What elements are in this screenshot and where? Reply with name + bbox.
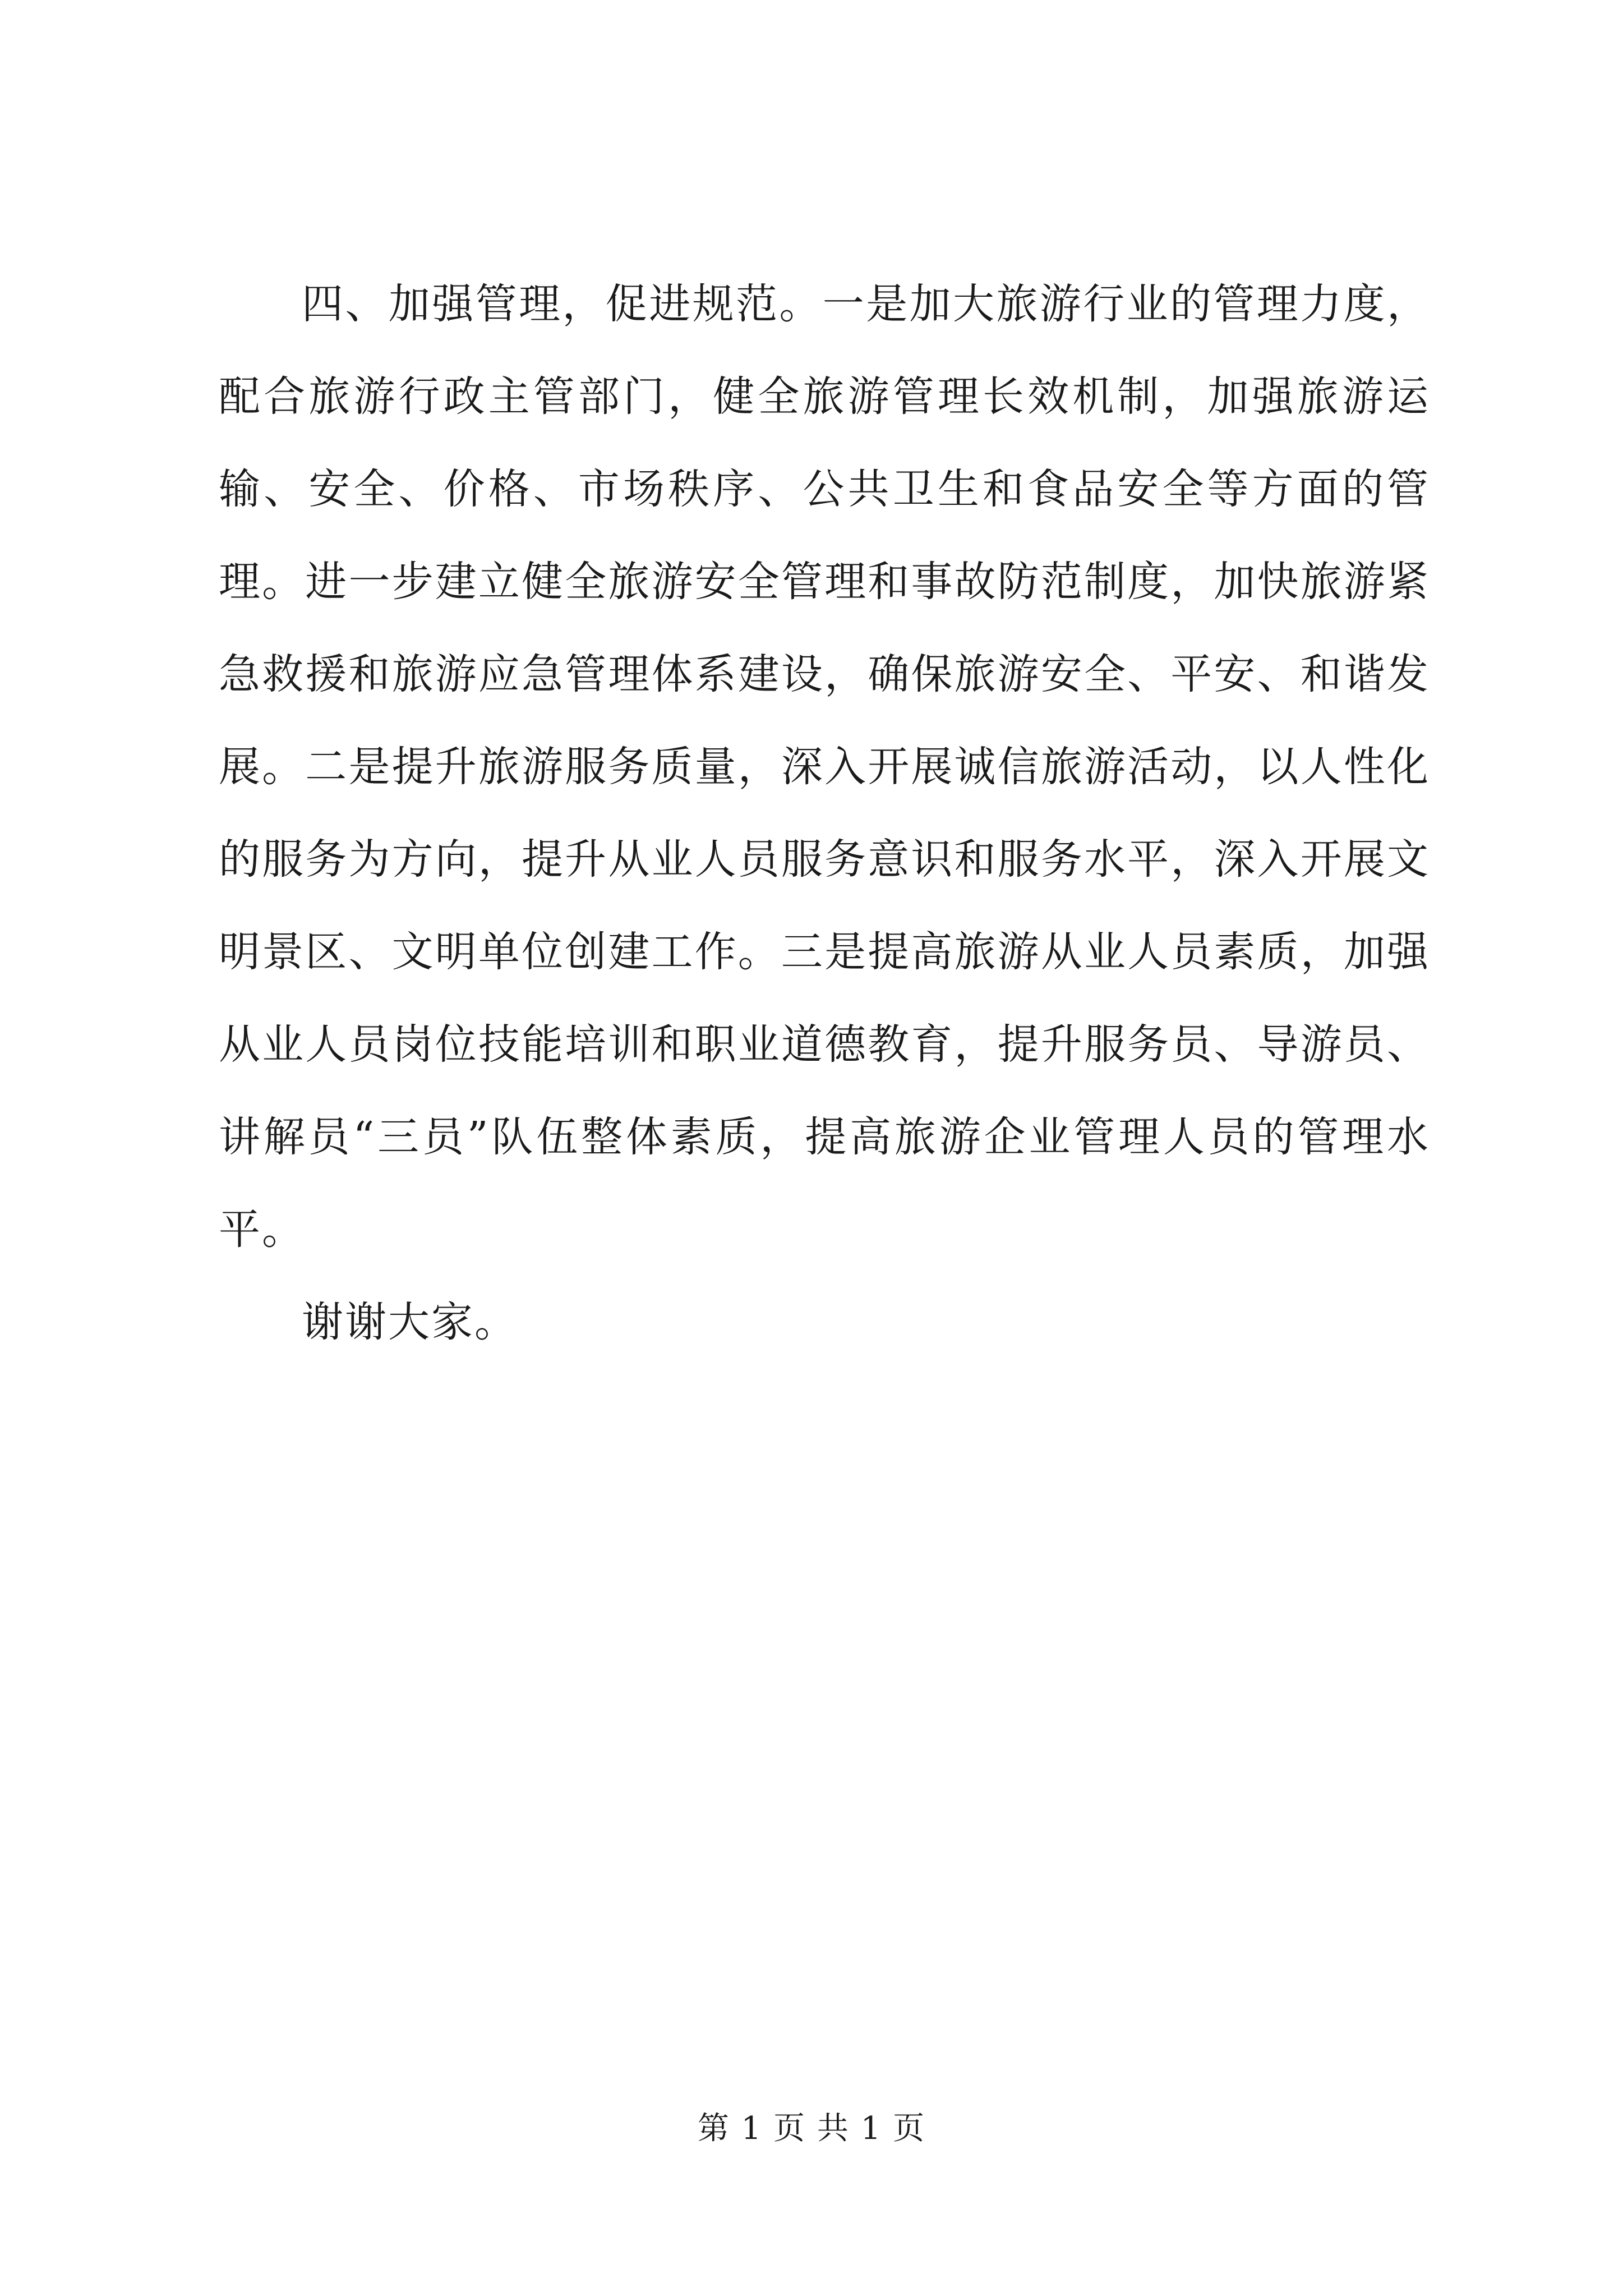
document-body	[219, 258, 1430, 1369]
paragraph-management: 四、加强管理，促进规范。一是加大旅游行业的管理力度，配合旅游行政主管部门，健全旅游管理长效机制，加强旅游运输、安全、价格、市场秩序、公共卫生和食品安全等方面的管理。进一步建立健全旅游安全管理和事故防范制度，加快旅游紧急救援和旅游应急管理体系建设，确保旅游安全、平安、和谐发展。二是提升旅游服务质量，深入开展诚信旅游活动，以人性化的服务为方向，提升从业人员服务意识和服务水平，深入开展文明景区、文明单位创建工作。三是提高旅游从业人员素质，加强从业人员岗位技能培训和职业道德教育，提升服务员、导游员、讲解员“三员”队伍整体素质，提高旅游企业管理人员的管理水平。	[219, 280, 1430, 1254]
page-number-footer: 第 1 页 共 1 页	[697, 2110, 926, 2147]
paragraph-closing-thanks: 谢谢大家。	[302, 1298, 518, 1346]
